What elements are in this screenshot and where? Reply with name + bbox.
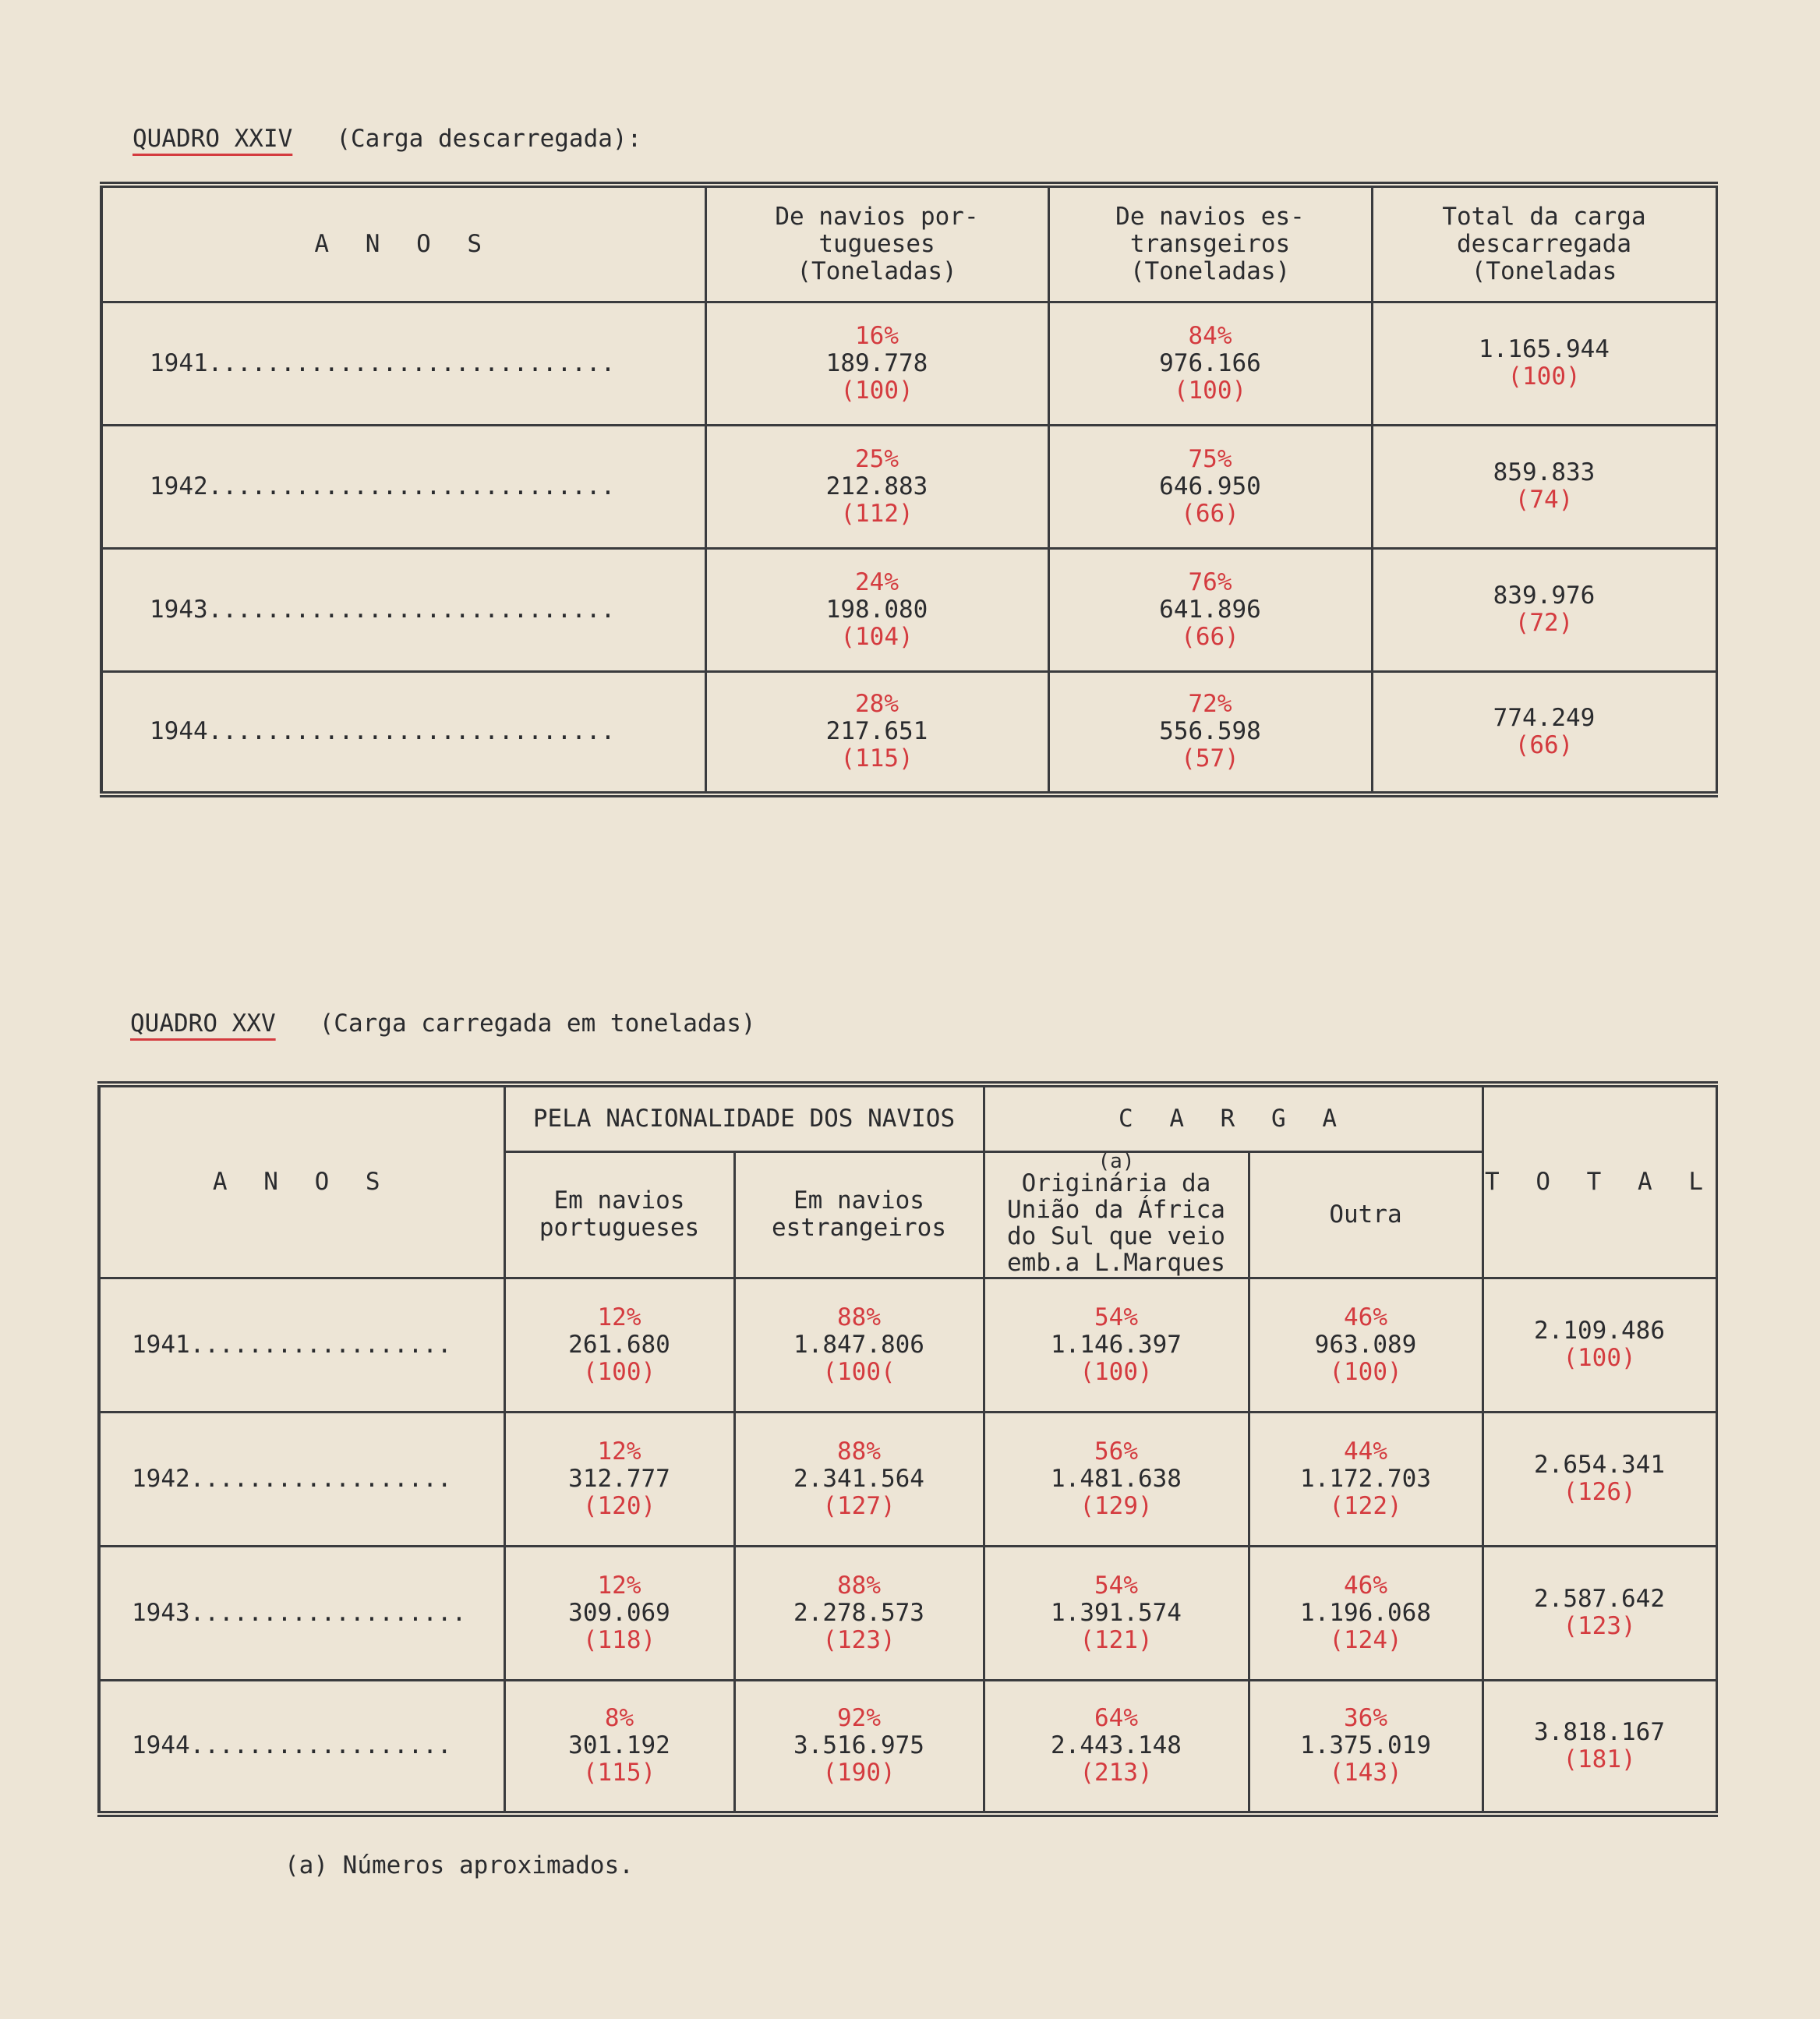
tonnage-value: 3.818.167	[1534, 1717, 1665, 1746]
index-value: (118)	[582, 1625, 656, 1654]
quadro-25-label: QUADRO XXV	[130, 1009, 276, 1038]
table-row	[101, 548, 1716, 671]
header-outra: Outra	[1249, 1151, 1483, 1278]
index-value: (129)	[1080, 1491, 1153, 1520]
data-cell	[734, 1412, 984, 1546]
data-cell	[504, 1412, 734, 1546]
tonnage-value: 646.950	[1159, 472, 1261, 500]
data-cell	[1048, 425, 1372, 548]
data-cell	[1372, 302, 1716, 425]
tonnage-value: 3.516.975	[793, 1731, 924, 1760]
index-value: (100)	[582, 1357, 656, 1386]
index-value: (100)	[840, 376, 914, 405]
tonnage-value: 859.833	[1493, 458, 1596, 486]
tonnage-value: 774.249	[1493, 703, 1596, 732]
pct-value: 12%	[597, 1571, 641, 1600]
data-cell	[1048, 302, 1372, 425]
tonnage-value: 1.196.068	[1300, 1598, 1431, 1627]
table-row	[101, 671, 1716, 794]
data-cell	[984, 1278, 1249, 1412]
quadro-24-caption: (Carga descarregada):	[336, 125, 642, 153]
index-value: (100)	[1329, 1357, 1402, 1386]
anos-header: A N O S	[99, 1084, 504, 1278]
data-cell	[734, 1546, 984, 1680]
index-value: (66)	[1181, 499, 1239, 528]
index-value: (66)	[1181, 622, 1239, 651]
pct-value: 46%	[1344, 1571, 1387, 1600]
tonnage-value: 1.481.638	[1051, 1464, 1182, 1493]
tonnage-value: 2.443.148	[1051, 1731, 1182, 1760]
header-originaria-africa-do-sul	[984, 1151, 1249, 1278]
index-value: (124)	[1329, 1625, 1402, 1654]
tonnage-value: 212.883	[825, 472, 928, 500]
tonnage-value: 301.192	[568, 1731, 670, 1760]
data-cell	[1483, 1412, 1716, 1546]
year-cell: 1944..................	[99, 1680, 504, 1814]
pct-value: 24%	[855, 568, 899, 596]
index-value: (126)	[1563, 1478, 1636, 1506]
index-value: (104)	[840, 622, 914, 651]
header-line: (Toneladas)	[797, 256, 957, 285]
index-value: (100)	[1563, 1344, 1636, 1372]
data-cell	[705, 425, 1048, 548]
data-cell	[504, 1546, 734, 1680]
pct-value: 56%	[1094, 1437, 1138, 1466]
tonnage-value: 2.278.573	[793, 1598, 924, 1627]
index-value: (181)	[1563, 1745, 1636, 1773]
tonnage-value: 839.976	[1493, 582, 1596, 610]
tonnage-value: 963.089	[1314, 1330, 1417, 1359]
header-line: De navios es-	[1115, 202, 1305, 231]
quadro-24-heading	[133, 125, 641, 153]
index-value: (122)	[1329, 1491, 1402, 1520]
quadro-25-heading	[130, 1009, 756, 1038]
tonnage-value: 1.146.397	[1051, 1330, 1182, 1359]
pct-value: 54%	[1094, 1303, 1138, 1331]
pct-value: 76%	[1188, 568, 1232, 596]
index-value: (143)	[1329, 1759, 1402, 1787]
tonnage-value: 1.847.806	[793, 1330, 924, 1359]
index-value: (57)	[1181, 744, 1239, 773]
tonnage-value: 2.587.642	[1534, 1585, 1665, 1613]
pct-value: 12%	[597, 1437, 641, 1466]
quadro-25-caption: (Carga carregada em toneladas)	[319, 1009, 756, 1038]
index-value: (115)	[582, 1759, 656, 1787]
quadro-24-header-row	[101, 185, 1716, 302]
header-line: descarregada	[1457, 229, 1631, 258]
header-line: Em navios	[793, 1186, 924, 1215]
header-line: do Sul que veio	[1007, 1222, 1225, 1250]
year-cell: 1942..................	[99, 1412, 504, 1546]
pct-value: 16%	[855, 321, 899, 350]
header-line: Originária da	[1021, 1169, 1211, 1197]
index-value: (115)	[840, 744, 914, 773]
data-cell	[734, 1278, 984, 1412]
index-value: (120)	[582, 1491, 656, 1520]
data-cell	[1483, 1278, 1716, 1412]
tonnage-value: 2.654.341	[1534, 1451, 1665, 1479]
table-row	[99, 1412, 1716, 1546]
tonnage-value: 309.069	[568, 1598, 670, 1627]
table-row	[99, 1278, 1716, 1412]
data-cell	[1048, 671, 1372, 794]
year-cell: 1943...................	[99, 1546, 504, 1680]
pct-value: 25%	[855, 444, 899, 473]
index-value: (100)	[1507, 362, 1581, 391]
data-cell	[984, 1680, 1249, 1814]
quadro-25-table	[97, 1081, 1718, 1817]
data-cell	[734, 1680, 984, 1814]
header-line: tugueses	[818, 229, 935, 258]
header-line: portugueses	[539, 1214, 700, 1242]
year-cell: 1941............................	[101, 302, 705, 425]
pct-value: 88%	[837, 1303, 881, 1331]
data-cell	[1372, 671, 1716, 794]
header-line: De navios por-	[775, 202, 979, 231]
table-row	[101, 425, 1716, 548]
pct-value: 84%	[1188, 321, 1232, 350]
pct-value: 72%	[1188, 690, 1232, 719]
tonnage-value: 641.896	[1159, 595, 1261, 624]
data-cell	[1249, 1680, 1483, 1814]
year-cell: 1941..................	[99, 1278, 504, 1412]
total-header: T O T A L	[1483, 1084, 1716, 1278]
data-cell	[705, 671, 1048, 794]
data-cell	[1483, 1546, 1716, 1680]
pct-value: 64%	[1094, 1704, 1138, 1733]
data-cell	[1048, 548, 1372, 671]
index-value: (66)	[1514, 730, 1574, 759]
index-value: (213)	[1080, 1759, 1153, 1787]
table-row	[99, 1546, 1716, 1680]
tonnage-value: 1.391.574	[1051, 1598, 1182, 1627]
data-cell	[705, 302, 1048, 425]
group-header-carga: C A R G A	[984, 1084, 1483, 1151]
pct-value: 54%	[1094, 1571, 1138, 1600]
index-value: (127)	[822, 1491, 896, 1520]
data-cell	[1372, 425, 1716, 548]
table-row	[101, 302, 1716, 425]
pct-value: 8%	[604, 1704, 634, 1733]
tonnage-value: 556.598	[1159, 717, 1261, 746]
header-navios-estrangeiros	[1048, 185, 1372, 302]
pct-value: 88%	[837, 1571, 881, 1600]
quadro-24-table	[100, 182, 1718, 797]
anos-header: A N O S	[101, 185, 705, 302]
header-navios-portugueses	[705, 185, 1048, 302]
data-cell	[1372, 548, 1716, 671]
index-value: (100)	[1080, 1357, 1153, 1386]
data-cell	[984, 1412, 1249, 1546]
index-value: (190)	[822, 1759, 896, 1787]
pct-value: 92%	[837, 1704, 881, 1733]
index-value: (123)	[1563, 1612, 1636, 1640]
index-value: (121)	[1080, 1625, 1153, 1654]
pct-value: 46%	[1344, 1303, 1387, 1331]
index-value: (72)	[1514, 609, 1574, 637]
year-cell: 1942............................	[101, 425, 705, 548]
index-value: (100(	[822, 1357, 896, 1386]
data-cell	[705, 548, 1048, 671]
tonnage-value: 312.777	[568, 1464, 670, 1493]
tonnage-value: 198.080	[825, 595, 928, 624]
tonnage-value: 1.172.703	[1300, 1464, 1431, 1493]
data-cell	[984, 1546, 1249, 1680]
header-line: Total da carga	[1442, 202, 1646, 231]
pct-value: 44%	[1344, 1437, 1387, 1466]
tonnage-value: 2.109.486	[1534, 1317, 1665, 1345]
header-line: estrangeiros	[772, 1214, 946, 1242]
pct-value: 12%	[597, 1303, 641, 1331]
year-cell: 1943............................	[101, 548, 705, 671]
header-em-navios-estrangeiros	[734, 1151, 984, 1278]
header-line: (Toneladas)	[1129, 256, 1291, 285]
header-line: emb.a L.Marques	[1007, 1249, 1225, 1277]
footnote: (a) Números aproximados.	[284, 1851, 634, 1879]
header-em-navios-portugueses	[504, 1151, 734, 1278]
pct-value: 36%	[1344, 1704, 1387, 1733]
pct-value: 28%	[855, 690, 899, 719]
footnote-marker: (a)	[1097, 1150, 1135, 1173]
tonnage-value: 1.375.019	[1300, 1731, 1431, 1760]
index-value: (112)	[840, 499, 914, 528]
header-total-descarregada	[1372, 185, 1716, 302]
quadro-24-label: QUADRO XXIV	[133, 125, 293, 153]
tonnage-value: 261.680	[568, 1330, 670, 1359]
data-cell	[1483, 1680, 1716, 1814]
index-value: (100)	[1173, 376, 1247, 405]
header-line: (Toneladas	[1471, 256, 1617, 285]
pct-value: 88%	[837, 1437, 881, 1466]
pct-value: 75%	[1188, 444, 1232, 473]
data-cell	[1249, 1278, 1483, 1412]
index-value: (123)	[822, 1625, 896, 1654]
data-cell	[504, 1680, 734, 1814]
data-cell	[1249, 1412, 1483, 1546]
tonnage-value: 217.651	[825, 717, 928, 746]
year-cell: 1944............................	[101, 671, 705, 794]
tonnage-value: 976.166	[1159, 348, 1261, 377]
table-row	[99, 1680, 1716, 1814]
tonnage-value: 2.341.564	[793, 1464, 924, 1493]
index-value: (74)	[1514, 486, 1574, 514]
data-cell	[1249, 1546, 1483, 1680]
tonnage-value: 189.778	[825, 348, 928, 377]
group-header-nacionalidade: PELA NACIONALIDADE DOS NAVIOS	[504, 1084, 984, 1151]
quadro-25-group-header-row	[99, 1084, 1716, 1151]
data-cell	[504, 1278, 734, 1412]
header-line: transgeiros	[1129, 229, 1291, 258]
header-line: União da África	[1007, 1196, 1225, 1224]
tonnage-value: 1.165.944	[1479, 335, 1610, 363]
header-line: Em navios	[553, 1186, 685, 1215]
